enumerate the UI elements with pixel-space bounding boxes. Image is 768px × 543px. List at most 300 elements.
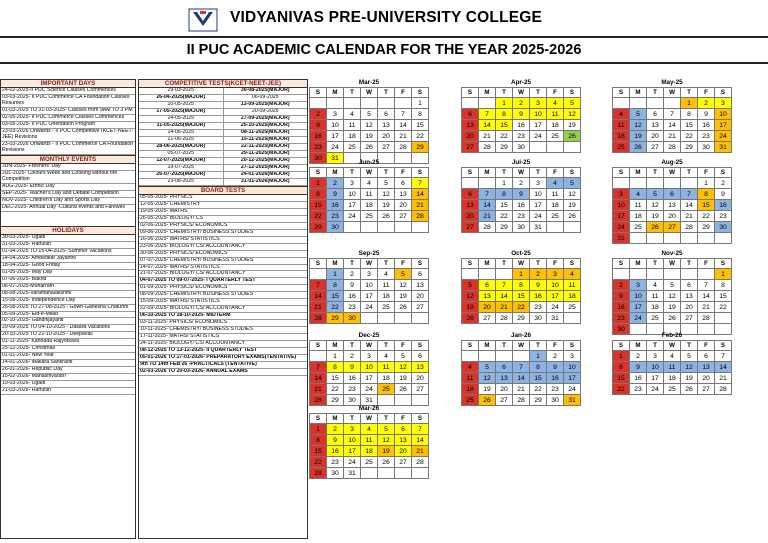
calendar-day: 6 [647, 109, 664, 120]
calendar-day: 16 [530, 291, 547, 302]
calendar-day: 13 [698, 362, 715, 373]
calendar-day: 11 [547, 189, 564, 200]
board-test-item: 07-07-2025- CHEMISTRY/ BUSINESS STUDIES [139, 258, 307, 265]
month-name: Nov-25 [661, 250, 683, 257]
calendar-day: 3 [344, 178, 361, 189]
calendar-day [681, 178, 698, 189]
competitive-test-date: 31-05-2025(MAJOR) [156, 122, 206, 128]
calendar-day: 10 [564, 362, 581, 373]
calendar-day: 13 [496, 373, 513, 384]
calendar-day: 11 [564, 280, 581, 291]
calendar-day: 7 [681, 189, 698, 200]
board-tests-list [139, 195, 307, 376]
monthly-event-item: SEP-2025- Teacher's Day and Debate Competition [1, 191, 135, 198]
day-header: S [715, 341, 732, 351]
day-header: S [613, 341, 630, 351]
calendar-day: 15 [530, 373, 547, 384]
day-header: M [630, 88, 647, 98]
calendar-day: 30 [530, 313, 547, 324]
calendar-day: 18 [344, 131, 361, 142]
calendar-day: 20 [698, 373, 715, 384]
calendar-day: 17 [327, 131, 344, 142]
calendar-day: 26 [378, 457, 395, 468]
monthly-event-item: NOV-2025- Children's Day and Sports Day [1, 198, 135, 205]
calendar-day: 14 [513, 373, 530, 384]
competitive-test-date: 30-08-2025(MAJOR) [223, 88, 308, 94]
calendar-day: 15 [327, 373, 344, 384]
calendar-day: 2 [344, 351, 361, 362]
calendar-day [613, 269, 630, 280]
board-test-item: 19-05-2025- MATHS [139, 209, 307, 216]
day-header: S [462, 88, 479, 98]
day-header: W [361, 341, 378, 351]
day-header: T [344, 88, 361, 98]
day-header: F [395, 414, 412, 424]
calendar-day: 21 [664, 131, 681, 142]
calendar-day: 10 [530, 109, 547, 120]
day-header: T [496, 259, 513, 269]
day-header: W [361, 414, 378, 424]
calendar-day: 20 [462, 131, 479, 142]
calendar-day: 26 [462, 313, 479, 324]
calendar-day: 22 [412, 131, 429, 142]
day-header: S [613, 88, 630, 98]
day-header: M [327, 341, 344, 351]
competitive-test-date: 15-11-2025(MAJOR) [223, 137, 308, 143]
holiday-item: 05-09-2025- Eid-e-Milad [1, 312, 135, 319]
board-test-item: 23-06-2025- BIOLOGY/ CS/ ACCOUNTANCY [139, 244, 307, 251]
calendar-day: 17 [530, 200, 547, 211]
day-header: T [496, 168, 513, 178]
month-calendar [309, 332, 429, 406]
calendar-day: 24 [361, 384, 378, 395]
calendar-day: 30 [344, 313, 361, 324]
holiday-item: 31-03-2025- Ramzan [1, 242, 135, 249]
calendar-day: 4 [547, 178, 564, 189]
calendar-day: 15 [681, 120, 698, 131]
day-header: S [310, 341, 327, 351]
calendar-day: 29 [513, 313, 530, 324]
calendar-day: 31 [613, 233, 630, 244]
calendar-day: 22 [530, 384, 547, 395]
calendar-day: 31 [564, 395, 581, 406]
calendar-day: 30 [547, 395, 564, 406]
calendar-day: 3 [530, 98, 547, 109]
calendar-day: 21 [698, 302, 715, 313]
month-name: Apr-25 [511, 79, 531, 86]
calendar-day: 19 [564, 120, 581, 131]
calendar-day [395, 468, 412, 479]
day-header: S [412, 168, 429, 178]
monthly-events-list [1, 164, 135, 212]
month-calendar [612, 159, 732, 244]
calendar-day: 8 [327, 362, 344, 373]
day-header: M [479, 168, 496, 178]
calendar-day: 19 [630, 131, 647, 142]
calendar-day: 13 [664, 200, 681, 211]
day-header: T [647, 259, 664, 269]
calendar-day: 8 [412, 109, 429, 120]
day-header: M [630, 341, 647, 351]
day-header: S [564, 88, 581, 98]
calendar-day: 23 [530, 302, 547, 313]
day-header: T [530, 168, 547, 178]
calendar-day: 10 [647, 362, 664, 373]
calendar-day: 12 [361, 120, 378, 131]
calendar-day: 27 [462, 222, 479, 233]
day-header: S [564, 341, 581, 351]
calendar-day: 26 [681, 384, 698, 395]
day-header: F [547, 341, 564, 351]
month-name: Feb-26 [661, 332, 683, 339]
calendar-day: 21 [412, 200, 429, 211]
calendar-day: 13 [412, 280, 429, 291]
calendar-day: 11 [361, 189, 378, 200]
calendar-day: 29 [310, 222, 327, 233]
calendar-day: 26 [395, 302, 412, 313]
calendar-day: 10 [530, 189, 547, 200]
calendar-day: 31 [361, 395, 378, 406]
day-header: S [412, 414, 429, 424]
calendar-day: 14 [698, 291, 715, 302]
calendar-day: 28 [412, 457, 429, 468]
competitive-test-date: 27-09-2025(MAJOR) [223, 116, 308, 122]
calendar-day: 6 [496, 362, 513, 373]
calendar-day: 30 [513, 222, 530, 233]
day-header: S [715, 259, 732, 269]
calendar-day [530, 142, 547, 153]
calendar-day: 26 [630, 142, 647, 153]
calendar-day [630, 233, 647, 244]
calendar-day: 2 [327, 178, 344, 189]
calendar-day: 2 [327, 424, 344, 435]
calendar-day [479, 98, 496, 109]
calendar-day [344, 98, 361, 109]
calendar-day: 23 [547, 384, 564, 395]
calendar-day: 10 [327, 120, 344, 131]
calendar-day [361, 98, 378, 109]
calendar-day: 5 [395, 269, 412, 280]
calendar-day [564, 142, 581, 153]
calendar-day [698, 269, 715, 280]
calendar-day: 4 [462, 362, 479, 373]
calendar-day: 4 [344, 109, 361, 120]
calendar-day: 20 [395, 446, 412, 457]
day-header: M [327, 414, 344, 424]
calendar-day: 17 [564, 373, 581, 384]
calendar-day: 15 [412, 120, 429, 131]
day-header: S [715, 88, 732, 98]
calendar-day: 17 [547, 291, 564, 302]
calendar-day [310, 98, 327, 109]
calendar-day: 27 [647, 142, 664, 153]
calendar-day: 1 [412, 98, 429, 109]
day-header: S [412, 259, 429, 269]
calendar-day: 25 [564, 302, 581, 313]
calendar-day: 2 [513, 98, 530, 109]
calendar-day: 20 [462, 211, 479, 222]
calendar-day: 4 [378, 269, 395, 280]
calendar-day [479, 269, 496, 280]
calendar-day: 16 [698, 120, 715, 131]
calendar-day: 10 [361, 280, 378, 291]
calendar-day: 5 [564, 98, 581, 109]
day-header: T [378, 259, 395, 269]
calendar-day: 9 [513, 189, 530, 200]
day-header: W [664, 341, 681, 351]
day-header: S [613, 259, 630, 269]
calendar-day: 15 [715, 291, 732, 302]
calendar-day: 9 [327, 189, 344, 200]
calendar-day: 13 [395, 435, 412, 446]
calendar-day: 5 [378, 424, 395, 435]
calendar-day: 29 [496, 222, 513, 233]
day-header: W [513, 88, 530, 98]
calendar-day: 7 [412, 424, 429, 435]
holiday-item: 08-08-2025-Varamahalakshmi [1, 291, 135, 298]
calendar-day: 9 [513, 109, 530, 120]
day-header: F [698, 88, 715, 98]
calendar-day: 21 [395, 131, 412, 142]
day-header: F [395, 168, 412, 178]
day-header: M [327, 88, 344, 98]
calendar-day: 28 [412, 211, 429, 222]
calendar-day [496, 269, 513, 280]
calendar-day: 23 [327, 457, 344, 468]
calendar-day: 12 [395, 362, 412, 373]
calendar-day: 12 [681, 362, 698, 373]
calendar-day: 28 [513, 395, 530, 406]
calendar-day: 16 [547, 373, 564, 384]
holiday-item: 02-10-2025- Gandhijayanti [1, 318, 135, 325]
calendar-day: 22 [496, 211, 513, 222]
calendar-day: 30 [715, 222, 732, 233]
calendar-day: 25 [547, 131, 564, 142]
calendar-day: 24 [547, 302, 564, 313]
calendar-day: 4 [361, 424, 378, 435]
calendar-day: 27 [462, 142, 479, 153]
calendar-day: 6 [462, 189, 479, 200]
calendar-day: 8 [496, 189, 513, 200]
month-calendar [612, 79, 732, 153]
calendar-day: 21 [496, 302, 513, 313]
calendar-day: 10 [630, 291, 647, 302]
calendar-day: 21 [479, 211, 496, 222]
calendar-day [412, 468, 429, 479]
calendar-day [698, 233, 715, 244]
calendar-day: 25 [547, 211, 564, 222]
competitive-test-row [139, 179, 307, 186]
holidays-list [1, 235, 135, 395]
holiday-item: 01-04-2025 TO 15-04-2025- Summer Vacations [1, 249, 135, 256]
calendar-day: 27 [664, 222, 681, 233]
competitive-tests-header: COMPETITIVE TESTS(KCET-NEET-JEE) [139, 80, 307, 88]
calendar-day: 20 [412, 373, 429, 384]
competitive-test-date: 06-09-2025 [223, 95, 308, 101]
calendar-day: 3 [344, 424, 361, 435]
calendar-day: 15 [613, 373, 630, 384]
calendar-day: 25 [361, 457, 378, 468]
calendar-day: 15 [496, 200, 513, 211]
calendar-day: 1 [513, 269, 530, 280]
calendar-day: 6 [479, 280, 496, 291]
calendar-day: 28 [664, 142, 681, 153]
calendar-day: 18 [547, 200, 564, 211]
calendar-day [361, 313, 378, 324]
calendar-day [647, 178, 664, 189]
calendar-day: 19 [395, 291, 412, 302]
calendar-day: 27 [479, 313, 496, 324]
calendar-day: 12 [395, 280, 412, 291]
board-test-item: 09-06-2025- CHEMISTRY/ BUSINESS STUDIES [139, 230, 307, 237]
calendar-day: 23 [327, 211, 344, 222]
calendar-day: 22 [310, 457, 327, 468]
calendar-day: 22 [613, 384, 630, 395]
calendar-day: 30 [698, 142, 715, 153]
monthly-event-item: JUN-2025- Freshers' Day [1, 164, 135, 171]
board-test-item: 06-10-2025 TO 18-10-2025- MIDTERM [139, 313, 307, 320]
calendar-day: 9 [344, 280, 361, 291]
calendar-day: 1 [310, 178, 327, 189]
calendar-day: 16 [513, 120, 530, 131]
calendar-day: 3 [530, 178, 547, 189]
day-header: T [647, 168, 664, 178]
calendar-day: 16 [613, 302, 630, 313]
calendar-day [395, 222, 412, 233]
calendar-day: 8 [681, 109, 698, 120]
competitive-test-date: 29-11-2025(MAJOR) [223, 151, 308, 157]
calendar-day: 27 [698, 384, 715, 395]
calendar-day: 4 [613, 109, 630, 120]
calendar-day: 22 [715, 302, 732, 313]
monthly-events-header: MONTHLY EVENTS [1, 155, 135, 164]
calendar-day: 17 [630, 302, 647, 313]
calendar-day: 1 [327, 269, 344, 280]
calendar-day: 8 [613, 362, 630, 373]
calendar-day [681, 269, 698, 280]
competitive-test-date: 27-12-2025(MAJOR) [223, 165, 308, 171]
month-calendar [461, 159, 581, 233]
calendar-day: 7 [496, 280, 513, 291]
holiday-item: 06-07-2025-Muharram [1, 284, 135, 291]
competitive-test-date: 22-11-2025(MAJOR) [223, 144, 308, 150]
tests-panel [138, 79, 308, 539]
calendar-day: 21 [513, 384, 530, 395]
competitive-test-row [139, 172, 307, 179]
day-header: T [681, 259, 698, 269]
calendar-day: 20 [496, 384, 513, 395]
calendar-day: 8 [530, 362, 547, 373]
calendar-day: 21 [681, 211, 698, 222]
calendar-day: 19 [395, 373, 412, 384]
calendar-day: 11 [361, 435, 378, 446]
calendar-day: 12 [564, 189, 581, 200]
calendar-day: 6 [395, 424, 412, 435]
competitive-test-row [139, 123, 307, 130]
holiday-item: 07-06-2025- Bakrid [1, 277, 135, 284]
month-calendar [461, 250, 581, 324]
calendar-day: 20 [664, 211, 681, 222]
calendar-day: 5 [564, 178, 581, 189]
calendar-day: 8 [513, 280, 530, 291]
competitive-test-date: 14-06-2025 [167, 129, 195, 135]
holiday-item: 21-03-2026- Ramzan [1, 388, 135, 395]
calendar-day: 23 [513, 211, 530, 222]
competitive-test-date: 25-10-2025(MAJOR) [223, 123, 308, 129]
calendar-day: 14 [681, 200, 698, 211]
calendar-day: 14 [412, 189, 429, 200]
competitive-test-date: 26-04-2025(MAJOR) [156, 95, 206, 101]
calendar-day: 24 [361, 302, 378, 313]
calendar-day: 29 [698, 222, 715, 233]
calendar-day: 29 [327, 395, 344, 406]
day-header: S [564, 259, 581, 269]
calendar-day: 2 [715, 178, 732, 189]
calendar-day: 8 [698, 189, 715, 200]
month-calendar [461, 79, 581, 153]
calendar-day: 15 [327, 291, 344, 302]
calendar-day [378, 395, 395, 406]
competitive-test-row [139, 158, 307, 165]
competitive-test-date: 24-01-2026(MAJOR) [223, 172, 308, 178]
competitive-test-date: 28-06-2025(MAJOR) [156, 143, 206, 149]
calendar-day: 24 [647, 384, 664, 395]
calendar-day: 10 [344, 189, 361, 200]
calendar-day: 2 [344, 269, 361, 280]
competitive-test-date: 20-09-2025 [223, 109, 308, 115]
month-name: Jul-25 [511, 159, 531, 166]
calendar-day: 23 [630, 384, 647, 395]
month-name: Oct-25 [511, 250, 531, 257]
holiday-item: 20-10-2025 TO 22-10-2025 - Deepavali [1, 332, 135, 339]
calendar-day: 29 [310, 468, 327, 479]
calendar-day: 24 [530, 211, 547, 222]
calendar-day: 16 [310, 131, 327, 142]
calendar-day: 6 [378, 109, 395, 120]
calendar-day: 9 [715, 189, 732, 200]
calendar-day: 18 [361, 200, 378, 211]
calendar-day: 19 [681, 373, 698, 384]
calendar-day: 11 [630, 200, 647, 211]
calendar-day [664, 178, 681, 189]
competitive-test-date: 10-05-2025 [167, 102, 195, 108]
calendar-day: 23 [344, 384, 361, 395]
day-header: F [395, 259, 412, 269]
calendar-day: 31 [327, 153, 344, 164]
calendar-title: II PUC ACADEMIC CALENDAR FOR THE YEAR 2025-2026 [186, 42, 582, 58]
day-header: M [479, 259, 496, 269]
calendar-day: 9 [327, 435, 344, 446]
calendar-day: 29 [327, 313, 344, 324]
month-name: Aug-25 [661, 159, 683, 166]
calendar-day: 28 [715, 384, 732, 395]
day-header: T [378, 88, 395, 98]
competitive-test-date: 21-06-2025 [167, 136, 195, 142]
calendar-day [664, 269, 681, 280]
calendar-day: 21 [479, 131, 496, 142]
competitive-test-row [139, 109, 307, 116]
calendar-day [327, 98, 344, 109]
calendar-day: 13 [378, 120, 395, 131]
calendar-day: 22 [513, 302, 530, 313]
day-header: W [664, 168, 681, 178]
holiday-item: 25-12-2025- Christmas [1, 346, 135, 353]
calendar-day [479, 351, 496, 362]
day-header: S [715, 168, 732, 178]
calendar-day: 29 [530, 395, 547, 406]
calendar-day: 23 [310, 142, 327, 153]
calendar-day: 27 [395, 457, 412, 468]
